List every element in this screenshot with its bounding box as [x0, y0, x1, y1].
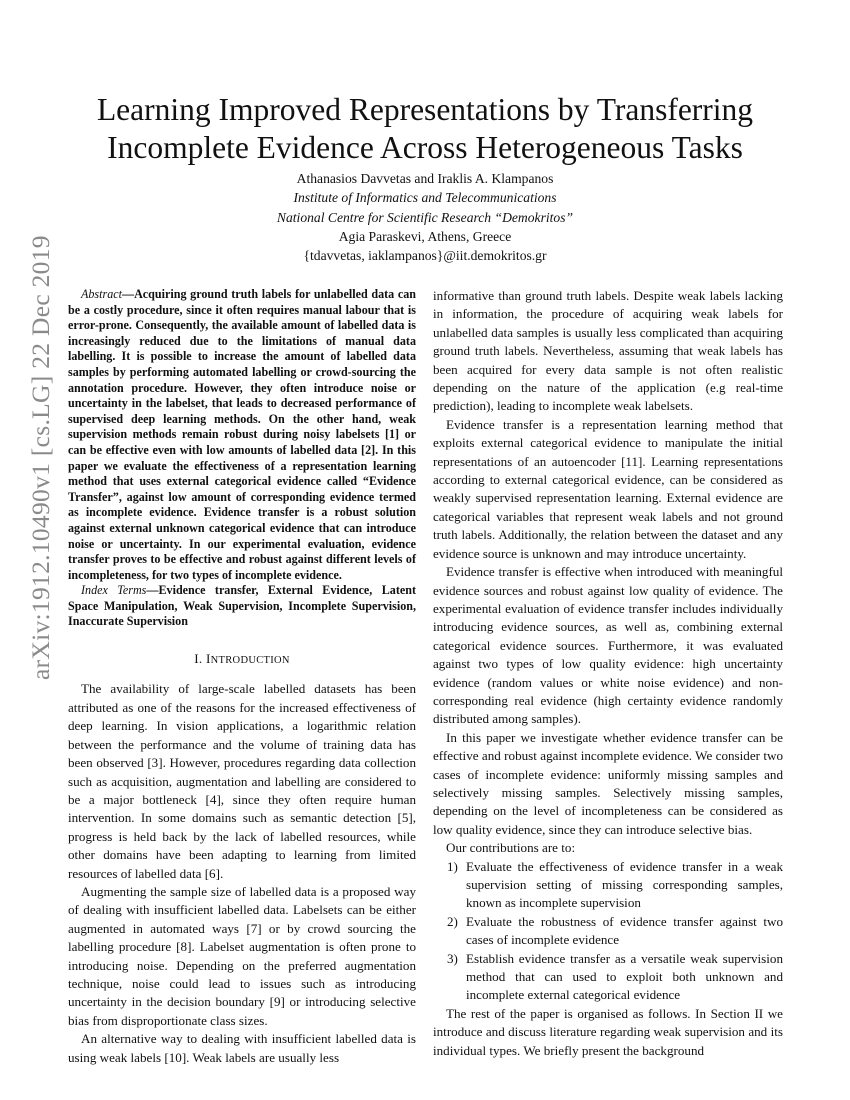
abstract-label: Abstract [81, 287, 122, 301]
paragraph: An alternative way to dealing with insufficient labelled data is using weak labels [10]. Weak labels are usually less [68, 1031, 416, 1065]
index-terms-label: Index Terms [81, 583, 147, 598]
paragraph: Augmenting the sample size of labelled data is a proposed way of dealing with insufficient labelled data. Labelsets can be either augmented in automated ways [7] or by crowd sourcing the labelling procedure [8]. Labelset augmentation is often prone to introducing noise. Depending on the preferred augmentation technique, noise could lead to issues such as introducing uncertainty in the decision boundary [9] or introducing selective bias from disproportionate class sizes. [68, 883, 416, 1028]
title-line-2: Incomplete Evidence Across Heterogeneous Tasks [107, 130, 743, 166]
emails: {tdavvetas, iaklampanos}@iit.demokritos.gr [303, 248, 547, 264]
list-item [433, 950, 783, 1005]
list-item-number: 3) [447, 950, 458, 966]
paragraph: The rest of the paper is organised as follows. In Section II we introduce and discuss literature regarding weak supervision and its individual types. We briefly present the background [433, 1005, 783, 1058]
paragraph: Evidence transfer is a representation learning method that exploits external categorical evidence to manipulate the initial representations of an autoencoder [11]. Learning representations according to external categorical evidence, can be considered as weakly supervised representation learning. External evidence are categorical variables that represent weak labels and not ground truth labels. Additionally, the relation between the dataset and any evidence source is unknown and may introduce uncertainty. [433, 416, 783, 561]
address: Agia Paraskevi, Athens, Greece [338, 228, 512, 244]
list-item-text: Evaluate the effectiveness of evidence transfer in a weak supervision setting of missing corresponding samples, known as incomplete supervision [466, 858, 783, 911]
title-line-1: Learning Improved Representations by Transferring [96, 92, 754, 128]
right-column [433, 287, 783, 1060]
abstract [68, 287, 416, 583]
contributions-list [433, 858, 783, 1005]
affiliation-institute: Institute of Informatics and Telecommunications [293, 190, 557, 206]
index-terms [68, 583, 416, 630]
authors: Athanasios Davvetas and Iraklis A. Klampanos [296, 171, 554, 186]
paragraph: Evidence transfer is effective when introduced with meaningful evidence sources and robust against low quality of evidence. The experimental evaluation of evidence transfer includes individually introducing evidence sources, as well as, combining external categorical evidence sources. Furthermore, it was evaluated against two types of low quality evidence: high uncertainty evidence (random values or white noise evidence) and non-corresponding real evidence (high certainty evidence randomly distributed among samples). [433, 564, 783, 727]
paragraph: The availability of large-scale labelled datasets has been attributed as one of the reasons for the increased effectiveness of deep learning. In vision applications, a logarithmic relation between the performance and the volume of training data has been observed [3]. However, procedures regarding data collection such as acquisition, augmentation and labelling are considered to be a major bottleneck [4], since they often require human intervention. In some domains such as semantic detection [5], progress is held back by the lack of labelled resources, while other domains have been adapting to learning from limited resources of labelled data [6]. [68, 681, 416, 881]
author-block [100, 169, 750, 265]
list-item [433, 913, 783, 950]
paper-title [40, 91, 810, 167]
left-column [68, 287, 416, 1067]
arxiv-identifier-stamp: arXiv:1912.10490v1 [cs.LG] 22 Dec 2019 [26, 235, 55, 680]
paragraph-continuation: informative than ground truth labels. Despite weak labels lacking in information, the procedure of acquiring weak labels for unlabelled data samples is usually less complicated than acquiring ground truth labels. Nevertheless, assuming that weak labels has been acquired for every data sample is not often realistic depending on the nature of the application (e.g real-time prediction), leading to incomplete weak labelsets. [433, 288, 783, 414]
list-item-text: Evaluate the robustness of evidence transfer against two cases of incomplete evidence [466, 913, 783, 948]
index-terms-text: —Evidence transfer, External Evidence, Latent Space Manipulation, Weak Supervision, Incomplete Supervision, Inaccurate Supervision [68, 583, 416, 629]
list-item-number: 2) [447, 913, 458, 929]
affiliation-centre: National Centre for Scientific Research “Demokritos” [276, 209, 574, 225]
list-item-number: 1) [447, 858, 458, 874]
list-item [433, 858, 783, 913]
paragraph: In this paper we investigate whether evidence transfer can be effective and robust against incomplete evidence. We consider two cases of incomplete evidence: uniformly missing samples and selectively missing samples. Selectively missing samples, depending on the level of incompleteness can be considered as low quality evidence, since they can introduce selective bias. [433, 729, 783, 837]
section-heading-introduction: I. INTRODUCTION [194, 651, 290, 667]
contributions-intro: Our contributions are to: [446, 840, 576, 856]
list-item-text: Establish evidence transfer as a versatile weak supervision method that can used to exploit both unknown and incomplete external categorical evidence [466, 950, 783, 1003]
abstract-text: —Acquiring ground truth labels for unlabelled data can be a costly procedure, since it often requires manual labour that is error-prone. Consequently, the available amount of labelled data is increasingly reduced due to the limitations of manual data labelling. It is possible to increase the amount of labelled data samples by performing automated labelling or crowd-sourcing the annotation procedure. However, they often introduce noise or uncertainty in the labelset, that leads to decreased performance of supervised deep learning methods. On the other hand, weak supervision methods remain robust during noisy labelsets [1] or can be effective even with low amounts of labelled data [2]. In this paper we evaluate the effectiveness of a representation learning method that uses external categorical evidence called “Evidence Transfer”, against low amount of corresponding evidence termed as incomplete evidence. Evidence transfer is a robust solution against external unknown categorical evidence that can introduce noise or uncertainty. In our experimental evaluation, evidence transfer proves to be effective and robust against different levels of incompleteness, for two types of incomplete evidence. [68, 287, 416, 582]
